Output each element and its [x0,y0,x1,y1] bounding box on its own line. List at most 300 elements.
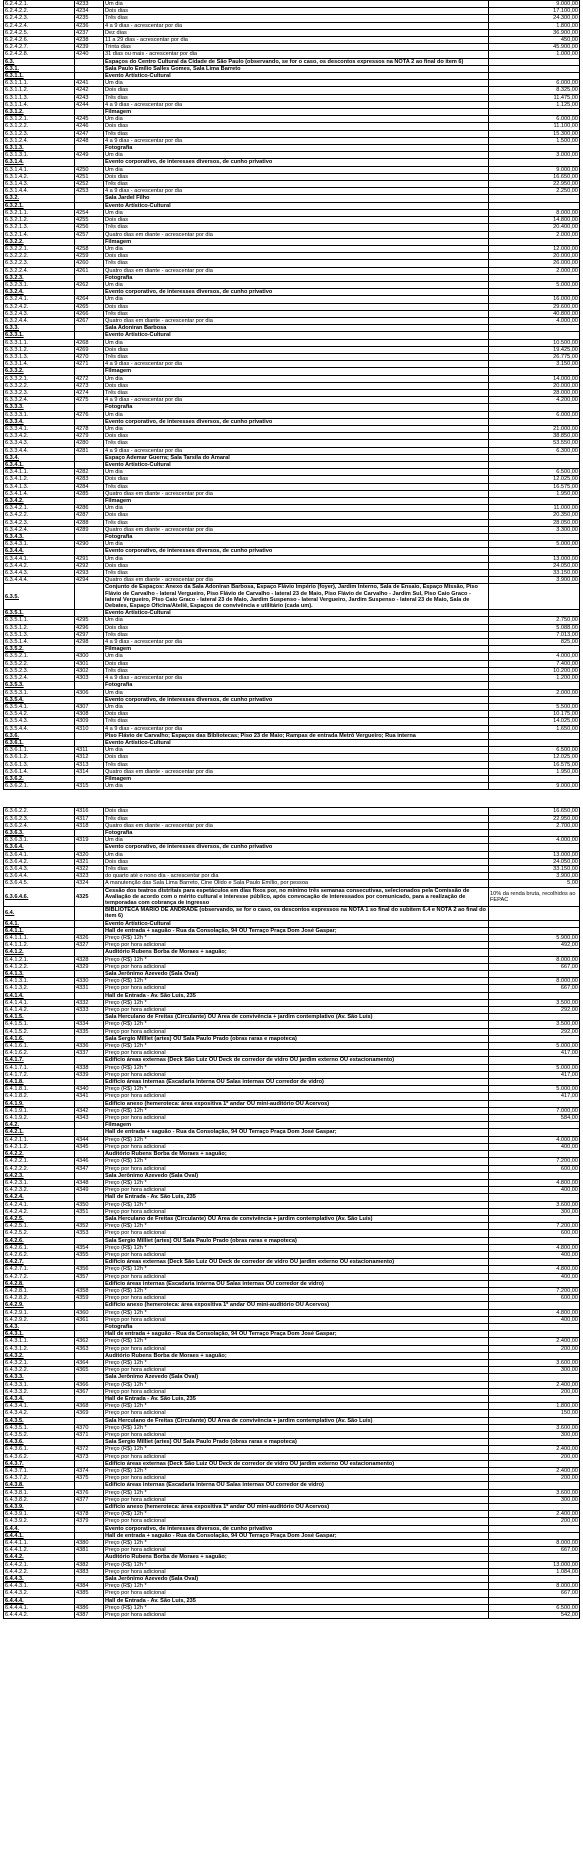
item-description: Três dias [104,15,489,22]
price-code: 4297 [75,631,104,638]
item-price [489,949,580,956]
item-description: Um dia [104,689,489,696]
item-price [489,462,580,469]
price-code [75,1504,104,1511]
price-code [75,195,104,202]
table-row [4,822,580,829]
item-price [489,1079,580,1086]
item-code: 6.3.1.1.1. [4,80,75,87]
table-row [4,1287,580,1294]
item-description: Hall de entrada + saguão - Rua da Consolação, 94 OU Terraço Praça Dom José Gaspar; [104,1532,489,1539]
section-header-row [4,949,580,956]
item-price: 28.000,00 [489,389,580,396]
item-description: 4 a 9 dias - acrescentar por dia [104,137,489,144]
item-price [489,829,580,836]
price-code: 4385 [75,1590,104,1597]
table-row [4,783,580,790]
item-code: 6.3.3. [4,325,75,332]
item-code: 6.3.3.4.3. [4,440,75,447]
section-header-row [4,1194,580,1201]
price-code: 4322 [75,865,104,872]
item-description: Sala Sergio Milliet (artes) OU Sala Paulo Prado (obras raras e mapoteca) [104,1439,489,1446]
section-header-row [4,65,580,72]
item-description: 4 a 9 dias - acrescentar por dia [104,639,489,646]
item-price [489,1122,580,1129]
item-code: 6.3.5.2.2. [4,660,75,667]
item-price: 2.700,00 [489,822,580,829]
price-code: 4354 [75,1244,104,1251]
item-code: 6.3.5.3. [4,682,75,689]
price-code [75,739,104,746]
section-header-row [4,1237,580,1244]
table-row [4,711,580,718]
price-code [75,159,104,166]
item-price [489,1035,580,1042]
item-price: 20.000,00 [489,253,580,260]
item-description: Preço por hora adicional [104,1187,489,1194]
item-description: Preço (R$) 12h * [104,999,489,1006]
price-code: 4281 [75,447,104,454]
item-price: 5.900,00 [489,935,580,942]
item-price [489,992,580,999]
item-price: 4.000,00 [489,837,580,844]
item-price: 40.800,00 [489,310,580,317]
item-description: Preço (R$) 12h * [104,956,489,963]
item-code: 6.3.1.4.4. [4,188,75,195]
table-row [4,1453,580,1460]
price-code: 4386 [75,1604,104,1611]
item-description: Edifício anexo (hemeroteca: área expositiva 1º andar OU mini-auditório OU Acervos) [104,1504,489,1511]
item-code: 6.4.4.1. [4,1532,75,1539]
price-code: 4280 [75,440,104,447]
item-price [489,646,580,653]
item-code: 6.3.5.1.1. [4,617,75,624]
item-description: A manutenção das Sala Lima Barreto, Cine Olido e Sala Paulo Emílio, por pessoa [104,880,489,887]
table-row [4,761,580,768]
item-price: 400,00 [489,1316,580,1323]
item-description: Preço por hora adicional [104,1230,489,1237]
item-price: 7.000,00 [489,1107,580,1114]
section-header-row [4,109,580,116]
table-row [4,1410,580,1417]
section-header-row [4,1597,580,1604]
price-code: 4367 [75,1388,104,1395]
price-code: 4256 [75,224,104,231]
table-row [4,209,580,216]
item-price: 292,00 [489,1007,580,1014]
item-price: 200,00 [489,1453,580,1460]
item-description: Preço (R$) 12h * [104,1021,489,1028]
price-code: 4296 [75,624,104,631]
item-description: Preço (R$) 12h * [104,1223,489,1230]
item-description: 4 a 9 dias - acrescentar por dia [104,188,489,195]
table-row [4,1309,580,1316]
section-header-row [4,584,580,610]
item-description: Evento corporativo, de interesses diversos, de cunho privativo [104,1525,489,1532]
item-code: 6.2.4.2.7. [4,44,75,51]
section-header-row [4,907,580,920]
item-description: Sala Adoniran Barbosa [104,325,489,332]
price-code: 4323 [75,873,104,880]
item-code: 6.4.1.1. [4,927,75,934]
item-description: Dois dias [104,562,489,569]
section-header-row [4,202,580,209]
table-row [4,577,580,584]
table-row [4,346,580,353]
price-code [75,1100,104,1107]
item-description: 4 a 9 dias - acrescentar por dia [104,675,489,682]
price-code: 4314 [75,768,104,775]
item-code: 6.3.1.2.2. [4,123,75,130]
section-header-row [4,548,580,555]
item-code: 6.3.2. [4,195,75,202]
table-row [4,1345,580,1352]
price-code [75,1259,104,1266]
item-description: 4 a 9 dias - acrescentar por dia [104,361,489,368]
price-code: 4335 [75,1028,104,1035]
price-code: 4307 [75,703,104,710]
item-code: 6.4.3.6.2. [4,1453,75,1460]
price-code [75,332,104,339]
item-price: 22.950,00 [489,815,580,822]
item-price: 1.950,00 [489,490,580,497]
item-code: 6.2.4.2.8. [4,51,75,58]
table-row [4,1208,580,1215]
item-code: 6.4.2.5.2. [4,1230,75,1237]
price-code: 4345 [75,1143,104,1150]
item-description: Sala Jerônimo Azevedo (Sala Oval) [104,1374,489,1381]
item-code: 6.3.2.1.1. [4,209,75,216]
item-description: Hall de entrada + saguão - Rua da Consolação, 94 OU Terraço Praça Dom José Gaspar; [104,1129,489,1136]
item-code: 6.3.4.2.3. [4,519,75,526]
price-code: 4240 [75,51,104,58]
section-header-row [4,145,580,152]
item-description: Um dia [104,209,489,216]
item-code: 6.4.1.4.2. [4,1007,75,1014]
table-row [4,130,580,137]
item-code: 6.4.1.3. [4,971,75,978]
item-description: Preço por hora adicional [104,1432,489,1439]
item-price [489,1396,580,1403]
item-code: 6.4.3.1.2. [4,1345,75,1352]
item-price: 600,00 [489,1165,580,1172]
item-description: Preço por hora adicional [104,1316,489,1323]
price-code: 4255 [75,217,104,224]
item-code: 6.3.2.4.2. [4,303,75,310]
item-price: 1.800,00 [489,1403,580,1410]
item-code: 6.4.3.2. [4,1352,75,1359]
item-description: Preço por hora adicional [104,1295,489,1302]
table-row [4,1446,580,1453]
item-price [489,1014,580,1021]
item-code: 6.3.5.4.3. [4,718,75,725]
table-row [4,1,580,8]
table-row [4,188,580,195]
section-header-row [4,732,580,739]
table-row [4,512,580,519]
table-row [4,1424,580,1431]
item-description: Hall de Entrada - Av. São Luis, 235 [104,1396,489,1403]
item-price: 10.200,00 [489,667,580,674]
item-code: 6.3.5.1.2. [4,624,75,631]
item-description: Evento corporativo, de interesses diversos, de cunho privativo [104,159,489,166]
item-code: 6.3.1.2. [4,109,75,116]
item-price: 7.200,00 [489,1223,580,1230]
item-code: 6.4.4.1.2. [4,1547,75,1554]
price-code: 4252 [75,181,104,188]
item-code: 6.3.4.2.2. [4,512,75,519]
item-description: Preço por hora adicional [104,1007,489,1014]
item-description: Preço (R$) 12h * [104,1309,489,1316]
table-row [4,8,580,15]
item-price: 10.175,00 [489,711,580,718]
item-description: Um dia [104,505,489,512]
item-code: 6.3.4.4. [4,548,75,555]
page-gap [0,790,583,807]
item-description: Um dia [104,1,489,8]
section-header-row [4,682,580,689]
price-code [75,1151,104,1158]
table-row [4,15,580,22]
item-description: Evento corporativo, de interesses diversos, de cunho privativo [104,844,489,851]
price-code [75,971,104,978]
item-code: 6.3.1.2.1. [4,116,75,123]
table-row [4,224,580,231]
item-price [489,775,580,782]
item-price: 26.000,00 [489,260,580,267]
price-code [75,454,104,461]
item-description: Preço (R$) 12h * [104,1359,489,1366]
item-code: 6.4.2.5. [4,1215,75,1222]
item-code: 6.4.2.8. [4,1280,75,1287]
table-row [4,1028,580,1035]
price-code: 4373 [75,1453,104,1460]
price-code: 4272 [75,375,104,382]
item-code: 6.3.2.2.4. [4,267,75,274]
price-code [75,949,104,956]
price-code: 4320 [75,851,104,858]
item-description: Quatro dias em diante - acrescentar por dia [104,490,489,497]
item-code: 6.3.4.1. [4,462,75,469]
item-description: Três dias [104,130,489,137]
price-code: 4315 [75,783,104,790]
price-code [75,844,104,851]
item-price: 4.800,00 [489,1309,580,1316]
price-code: 4337 [75,1050,104,1057]
price-code: 4338 [75,1064,104,1071]
price-code: 4273 [75,382,104,389]
section-header-row [4,1417,580,1424]
section-header-row [4,1396,580,1403]
item-code: 6.4.3.4.1. [4,1403,75,1410]
item-code: 6.3.3.1.1. [4,339,75,346]
item-description: Três dias [104,310,489,317]
item-price: 417,00 [489,1050,580,1057]
item-price: 200,00 [489,1388,580,1395]
item-price [489,325,580,332]
table-row [4,1604,580,1611]
section-header-row [4,1100,580,1107]
price-code: 4372 [75,1446,104,1453]
item-description: Preço (R$) 12h * [104,1583,489,1590]
item-code: 6.4.2.6. [4,1237,75,1244]
item-description: Edifício áreas externas (Deck São Luiz OU Deck de corredor de vidro OU jardim externo OU estacionamento) [104,1057,489,1064]
item-code: 6.3.5.1.4. [4,639,75,646]
table-row [4,281,580,288]
price-code [75,289,104,296]
item-price [489,548,580,555]
item-price [489,1352,580,1359]
item-code: 6.4.1.5.2. [4,1028,75,1035]
item-description: Dois dias [104,858,489,865]
price-code [75,907,104,920]
item-price: 29.600,00 [489,303,580,310]
item-description: Um dia [104,339,489,346]
item-code: 6.4.1.1.1. [4,935,75,942]
price-code [75,325,104,332]
item-code: 6.4.3.6.1. [4,1446,75,1453]
item-description: Três dias [104,260,489,267]
item-price: 20.350,00 [489,512,580,519]
table-row [4,425,580,432]
price-code: 4306 [75,689,104,696]
item-description: Três dias [104,631,489,638]
item-code: 6.4.1.6. [4,1035,75,1042]
item-code: 6.3.4.1.4. [4,490,75,497]
price-code: 4380 [75,1540,104,1547]
table-row [4,166,580,173]
item-code: 6.3.2.4.4. [4,317,75,324]
price-code: 4366 [75,1381,104,1388]
price-code: 4250 [75,166,104,173]
item-code: 6.3.1.1.3. [4,94,75,101]
price-code [75,1129,104,1136]
item-code: 6.4.2.8.2. [4,1295,75,1302]
item-price: 1.000,00 [489,51,580,58]
item-price: 33.150,00 [489,570,580,577]
table-row [4,768,580,775]
item-price: 4.200,00 [489,397,580,404]
item-code: 6.4.3.8.1. [4,1489,75,1496]
item-code: 6.3.5.1.3. [4,631,75,638]
item-price [489,1597,580,1604]
price-code: 4274 [75,389,104,396]
item-price: 2.400,00 [489,1338,580,1345]
item-price [489,920,580,927]
table-row [4,310,580,317]
section-header-row [4,1460,580,1467]
item-code: 6.4.1.4. [4,992,75,999]
section-header-row [4,368,580,375]
table-row [4,22,580,29]
item-description: Filmagem [104,1122,489,1129]
item-description: Preço por hora adicional [104,1547,489,1554]
price-code: 4301 [75,660,104,667]
table-row [4,1143,580,1150]
section-header-row [4,1259,580,1266]
item-code: 6.3.6.4.5. [4,880,75,887]
price-code: 4316 [75,808,104,815]
item-code: 6.4.2.4. [4,1194,75,1201]
section-header-row [4,58,580,65]
item-description: Um dia [104,617,489,624]
price-code: 4339 [75,1071,104,1078]
item-description: Sala Jerônimo Azevedo (Sala Oval) [104,1576,489,1583]
price-code: 4387 [75,1612,104,1619]
item-code: 6.3.1.2.3. [4,130,75,137]
item-code: 6.3.2.3. [4,274,75,281]
item-price: 4.000,00 [489,1136,580,1143]
table-row [4,411,580,418]
item-description: Preço por hora adicional [104,1475,489,1482]
item-description: Auditório Rubens Borba de Moraes + saguão; [104,1352,489,1359]
price-code: 4324 [75,880,104,887]
item-price: 4.000,00 [489,653,580,660]
price-code: 4282 [75,469,104,476]
price-code [75,58,104,65]
price-code: 4368 [75,1403,104,1410]
price-code: 4352 [75,1223,104,1230]
item-price: 5.000,00 [489,1043,580,1050]
item-description: 4 a 9 dias - acrescentar por dia [104,725,489,732]
table-row [4,631,580,638]
item-code: 6.4.3.8.2. [4,1496,75,1503]
table-row [4,1540,580,1547]
section-header-row [4,920,580,927]
price-code: 4332 [75,999,104,1006]
item-price [489,368,580,375]
item-description: Auditório Rubens Borba de Moraes + saguão; [104,949,489,956]
item-description: Filmagem [104,775,489,782]
table-row [4,1432,580,1439]
price-code [75,65,104,72]
item-price: 6.500,00 [489,1604,580,1611]
item-code: 6.4.3.7.2. [4,1475,75,1482]
item-price: 2.000,00 [489,689,580,696]
price-code: 4235 [75,15,104,22]
item-code: 6.4.1.9.2. [4,1115,75,1122]
item-price [489,1482,580,1489]
price-code: 4336 [75,1043,104,1050]
item-code: 6.2.4.2.3. [4,15,75,22]
item-price: 38.850,00 [489,433,580,440]
price-code [75,1417,104,1424]
table-row [4,1403,580,1410]
item-price [489,1100,580,1107]
item-price: 3.150,00 [489,361,580,368]
item-description: Fotografia [104,1323,489,1330]
price-code: 4350 [75,1201,104,1208]
price-code [75,1597,104,1604]
price-code: 4289 [75,526,104,533]
item-code: 6.4.3.3. [4,1374,75,1381]
table-row [4,1043,580,1050]
item-price [489,610,580,617]
price-code: 4260 [75,260,104,267]
price-code: 4295 [75,617,104,624]
item-price: 600,00 [489,1230,580,1237]
item-description: Três dias [104,570,489,577]
price-code: 4237 [75,29,104,36]
item-price [489,498,580,505]
item-price: 24.050,00 [489,562,580,569]
item-description: Preço por hora adicional [104,1568,489,1575]
item-description: Sala Jerônimo Azevedo (Sala Oval) [104,971,489,978]
item-code: 6.4.2.3.1. [4,1179,75,1186]
item-description: Fotografia [104,404,489,411]
table-row [4,137,580,144]
table-row [4,1266,580,1273]
